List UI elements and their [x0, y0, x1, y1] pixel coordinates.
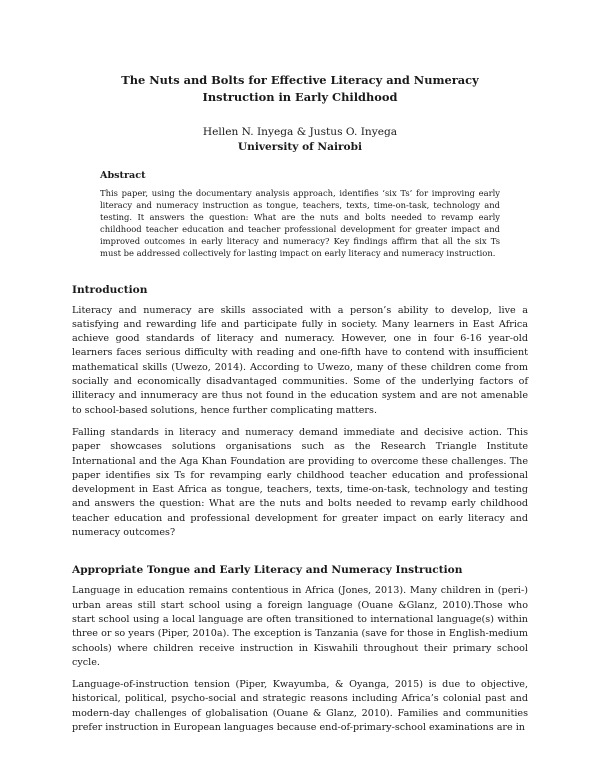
paragraph: Falling standards in literacy and numeracy demand immediate and decisive action. This paper showcases solutions organisations such as the Research Triangle Institute International and the Aga Khan Foundation are providing to overcome these challenges. The paper identifies six Ts for revamping early childhood teacher education and professional development in East Africa as tongue, teachers, texts, time-on-task, technology and testing and answers the question: What are the nuts and bolts needed to revamp early childhood teacher education and professional development for greater impact on early literacy and numeracy outcomes?: [72, 426, 528, 539]
authors: Hellen N. Inyega & Justus O. Inyega: [202, 126, 398, 138]
section-heading-introduction: Introduction: [72, 283, 148, 296]
abstract-text: This paper, using the documentary analysis approach, identifies ‘six Ts’ for improving early literacy and numeracy instruction as tongue, teachers, texts, time-on-task, technology and testing. It answers the question: What are the nuts and bolts needed to revamp early childhood teacher education and teacher professional development for greater impact and improved outcomes in early literacy and numeracy? Key findings affirm that all the six Ts must be addressed collectively for lasting impact on early literacy and numeracy instruction.: [100, 188, 500, 259]
abstract: [100, 170, 500, 260]
paragraph: Literacy and numeracy are skills associated with a person’s ability to develop, live a satisfying and rewarding life and participate fully in society. Many learners in East Africa achieve good standards of literacy and numeracy. However, one in four 6-16 year-old learners faces serious difficulty with reading and one-fifth have to contend with insufficient mathematical skills (Uwezo, 2014). According to Uwezo, many of these children come from socially and economically disadvantaged communities. Some of the underlying factors of illiteracy and innumeracy are thus not found in the education system and are not amenable to school-based solutions, hence further complicating matters.: [72, 304, 528, 416]
paragraph: Language-of-instruction tension (Piper, Kwayumba, & Oyanga, 2015) is due to objective, historical, political, psycho-social and strategic reasons including Africa’s colonial past and modern-day challenges of globalisation (Ouane & Glanz, 2010). Families and communities prefer instruction in European languages because end-of-primary-school examinations are in: [72, 679, 528, 733]
paragraph: Language in education remains contentious in Africa (Jones, 2013). Many children in (peri-) urban areas still start school using a foreign language (Ouane &Glanz, 2010).Those who start school using a local language are often transitioned to international language(s) within three or so years (Piper, 2010a). The exception is Tanzania (save for those in English-medium schools) where children receive instruction in Kiswahili throughout their primary school cycle.: [72, 585, 528, 668]
section-heading-tongue: Appropriate Tongue and Early Literacy and Numeracy Instruction: [72, 564, 463, 577]
abstract-heading: Abstract: [100, 170, 146, 181]
paper-title: The Nuts and Bolts for Effective Literacy and Numeracy Instruction in Early Childhood: [121, 73, 479, 104]
affiliation: University of Nairobi: [237, 141, 363, 153]
